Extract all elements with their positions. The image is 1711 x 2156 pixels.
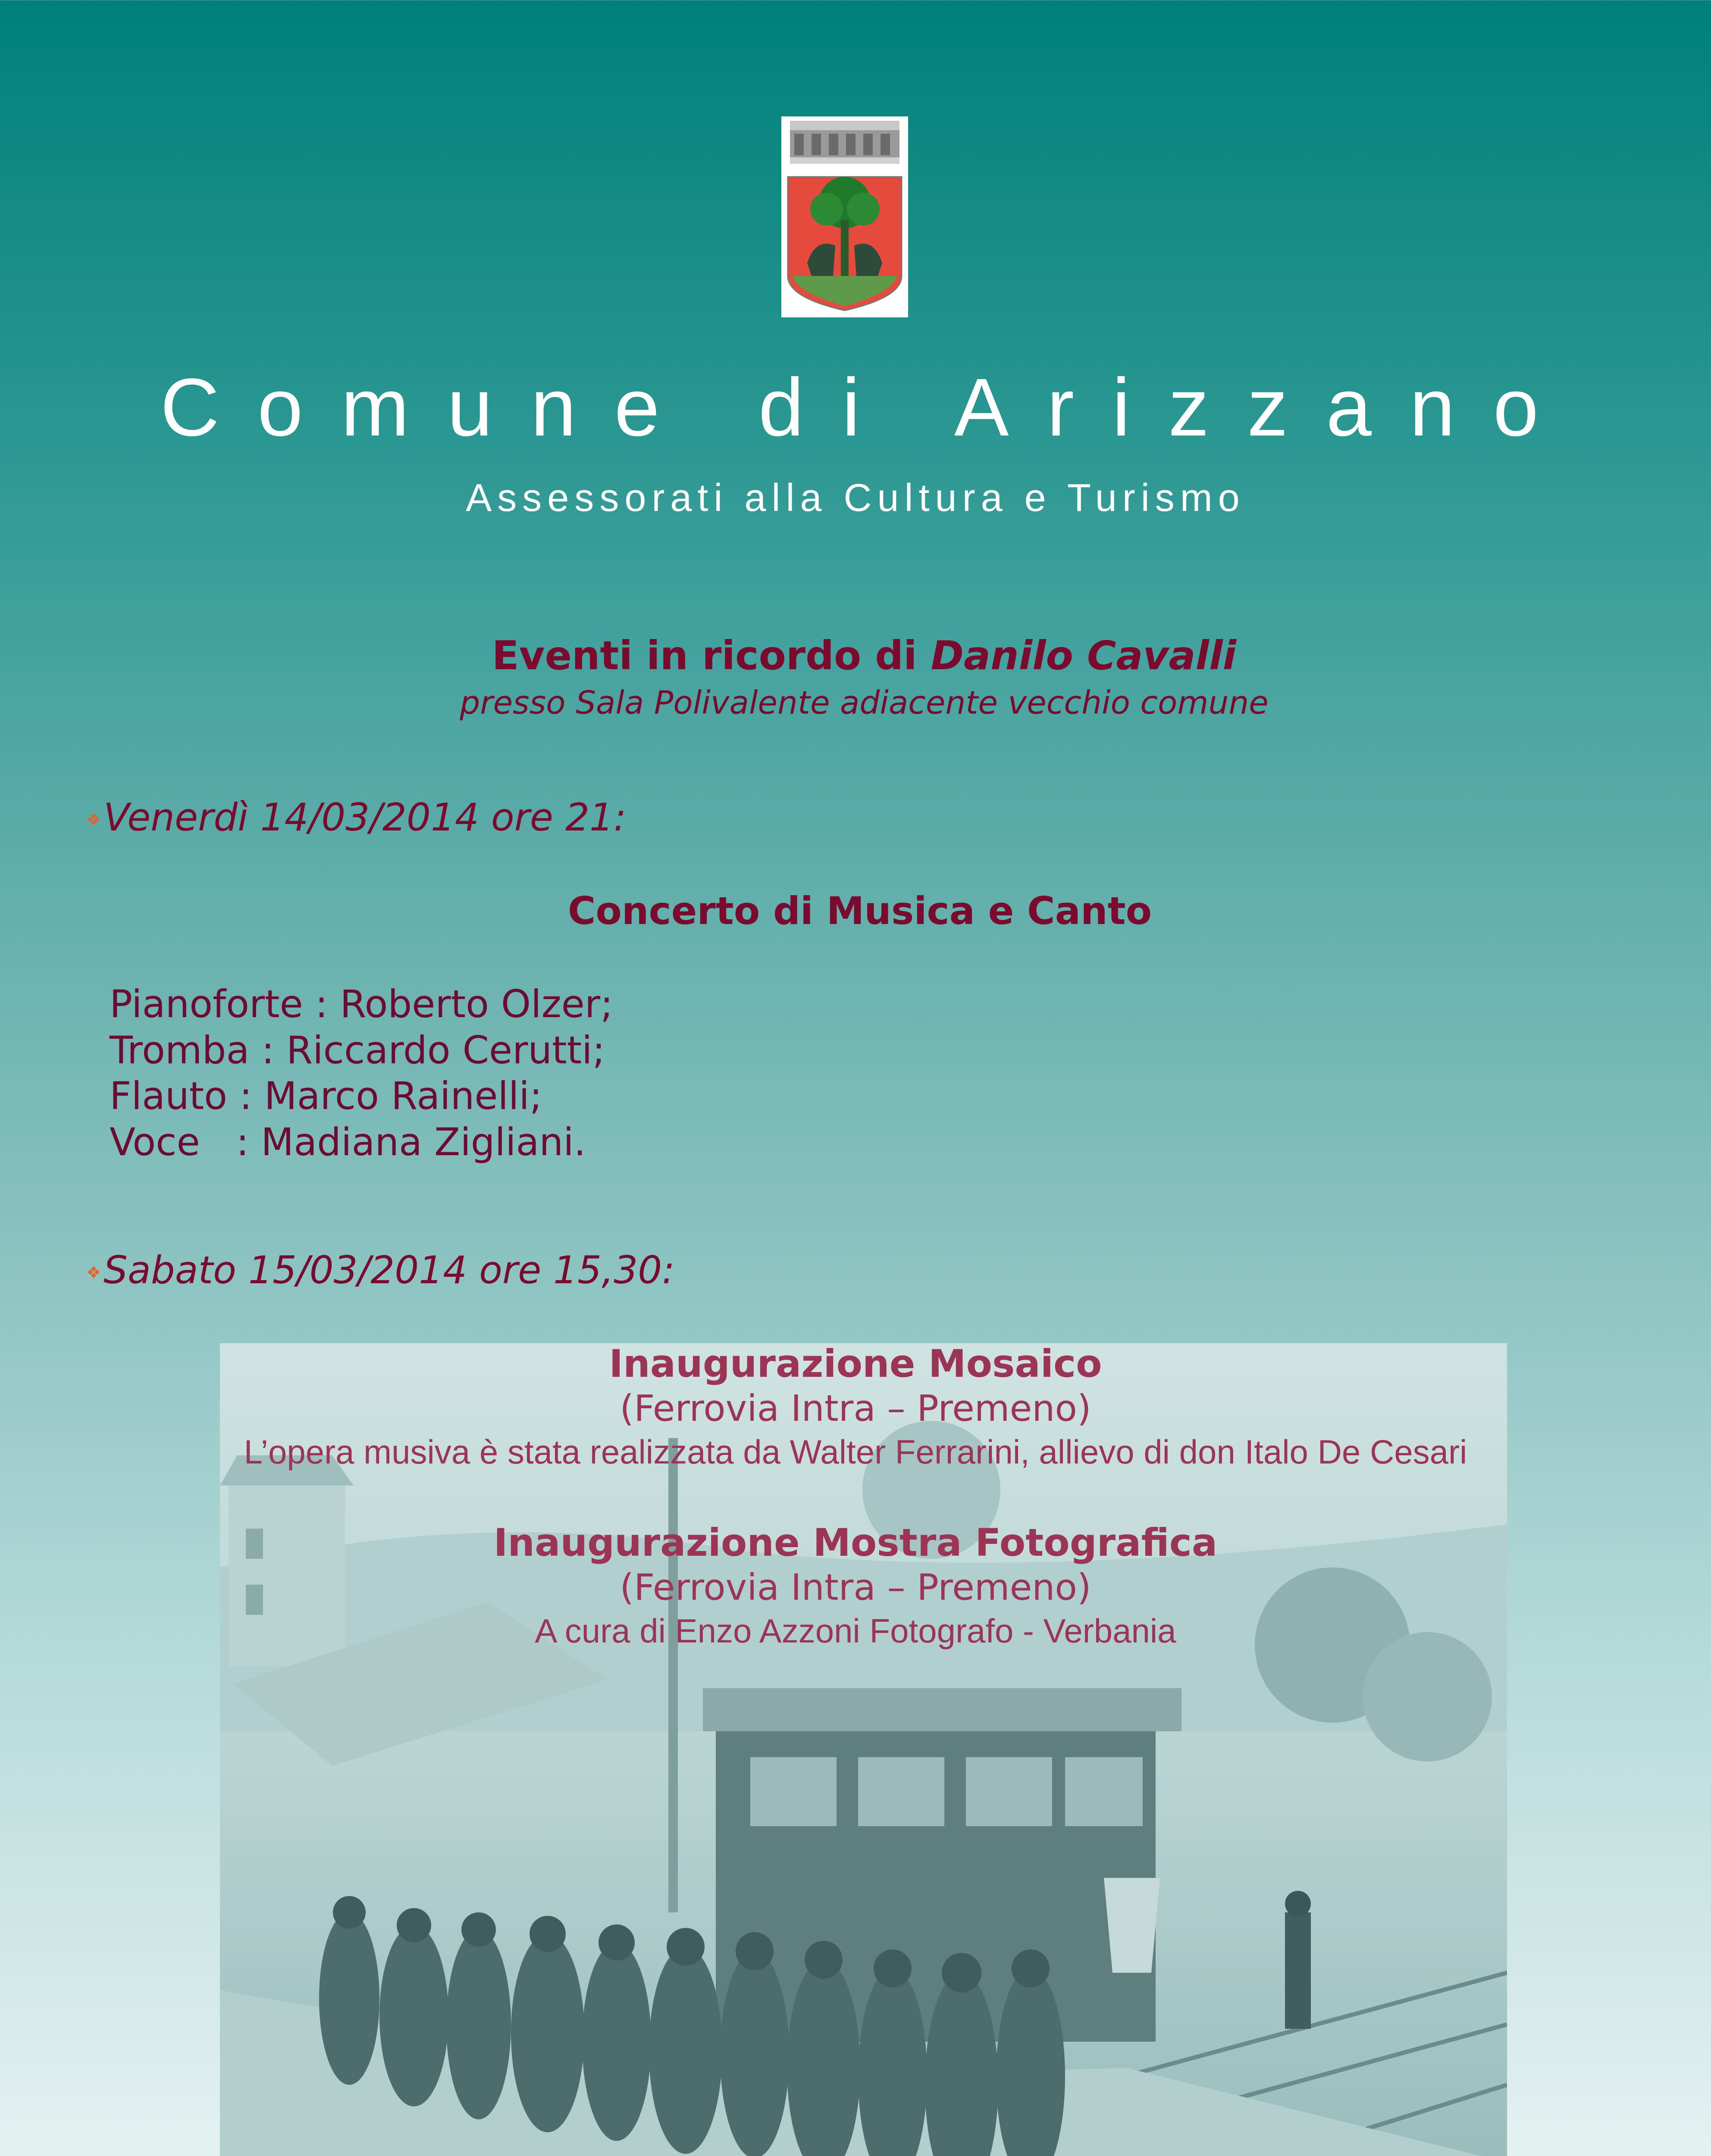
coat-of-arms-icon xyxy=(781,116,908,317)
bullet-icon: ❖ xyxy=(86,1263,101,1282)
event-honoree-name: Danilo Cavalli xyxy=(931,633,1237,679)
performer-row xyxy=(110,1120,586,1164)
performer-row xyxy=(110,1028,605,1072)
event-title-prefix: Eventi in ricordo di xyxy=(492,633,917,679)
performer-role: Flauto xyxy=(110,1074,228,1118)
mostra-note: A cura di Enzo Azzoni Fotografo - Verbania xyxy=(535,1612,1176,1650)
performer-role: Pianoforte xyxy=(110,982,303,1026)
page-subtitle: Assessorati alla Cultura e Turismo xyxy=(466,476,1245,520)
mosaico-subtitle: (Ferrovia Intra – Premeno) xyxy=(620,1387,1091,1429)
performer-role: Voce xyxy=(110,1120,200,1164)
performer-separator: : xyxy=(249,1028,287,1072)
performer-role: Tromba xyxy=(110,1028,250,1072)
performer-row xyxy=(110,1074,542,1118)
performer-separator: : xyxy=(227,1074,264,1118)
mosaico-title: Inaugurazione Mosaico xyxy=(609,1341,1102,1386)
page-title: Comune di Arizzano xyxy=(160,362,1577,453)
concert-heading: Concerto di Musica e Canto xyxy=(567,889,1152,933)
performer-separator: : xyxy=(303,982,340,1026)
bullet-icon: ❖ xyxy=(86,810,101,830)
mostra-subtitle: (Ferrovia Intra – Premeno) xyxy=(620,1566,1091,1608)
day1-date xyxy=(86,797,627,839)
performer-separator: : xyxy=(200,1120,261,1164)
event-venue: presso Sala Polivalente adiacente vecchio comune xyxy=(460,684,1269,721)
performer-name: Madiana Zigliani. xyxy=(261,1120,586,1164)
performer-name: Riccardo Cerutti; xyxy=(286,1028,605,1072)
day2-date xyxy=(86,1250,675,1291)
performer-name: Marco Rainelli; xyxy=(264,1074,542,1118)
day2-date-text: Sabato 15/03/2014 ore 15,30: xyxy=(103,1248,675,1292)
day1-date-text: Venerdì 14/03/2014 ore 21: xyxy=(103,795,627,840)
event-title xyxy=(0,634,1711,677)
performer-name: Roberto Olzer; xyxy=(340,982,613,1026)
mosaico-note: L’opera musiva è stata realizzata da Walter Ferrarini, allievo di don Italo De Cesari xyxy=(244,1433,1467,1471)
performer-row xyxy=(110,982,613,1026)
mostra-title: Inaugurazione Mostra Fotografica xyxy=(493,1520,1218,1565)
